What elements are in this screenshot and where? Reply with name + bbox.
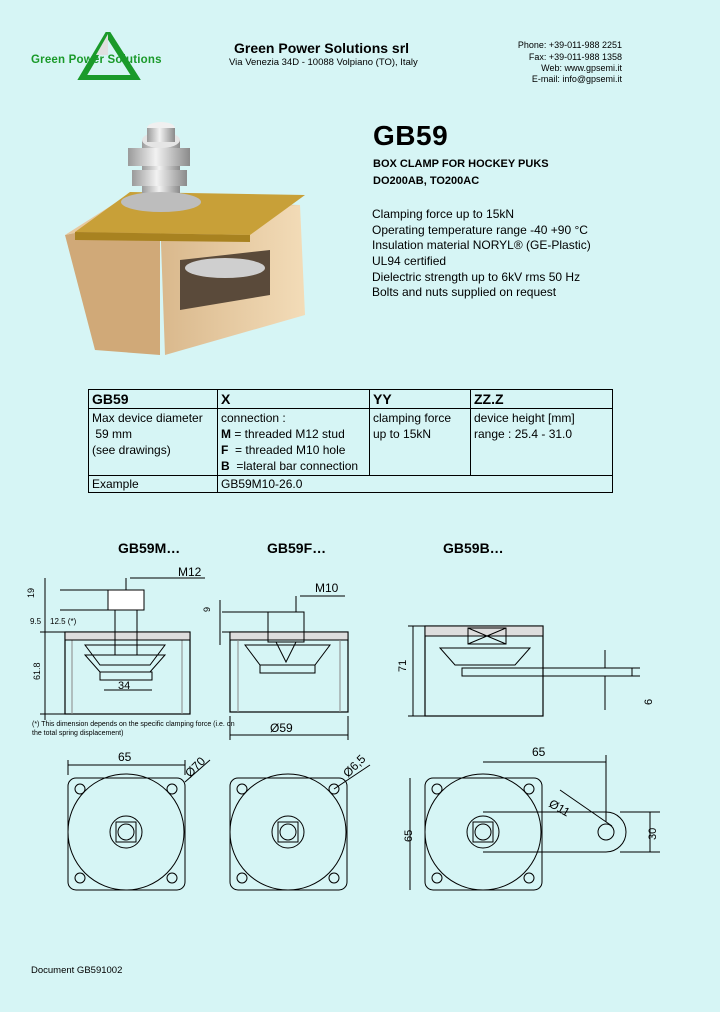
header-x: X: [218, 390, 370, 409]
dim-b-65-horiz: 65: [532, 745, 546, 759]
company-address: Via Venezia 34D - 10088 Volpiano (TO), Italy: [229, 57, 418, 68]
dim-m10: M10: [315, 581, 339, 595]
cell-line: 59 mm: [92, 427, 133, 441]
cell-line: Max device diameter: [92, 411, 203, 425]
drawing-title-f: GB59F…: [267, 540, 327, 556]
drawing-b-side: [408, 626, 640, 716]
dim-9: 9: [202, 606, 212, 612]
header-yy: YY: [370, 390, 471, 409]
contact-web[interactable]: Web: www.gpsemi.it: [541, 63, 622, 73]
dim-d59: Ø59: [270, 721, 293, 735]
drawing-title-b: GB59B…: [443, 540, 504, 556]
dim-d70: Ø70: [182, 754, 209, 781]
logo-text: Green Power Solutions: [31, 54, 162, 66]
dim-61-8: 61.8: [32, 662, 42, 680]
dim-d11: Ø11: [546, 796, 573, 820]
cell-height: [471, 409, 613, 476]
drawing-f-top: [230, 765, 370, 890]
dim-71: 71: [397, 659, 409, 672]
dim-d6-5: Ø6,5: [340, 751, 369, 781]
cell-line: [221, 442, 366, 458]
dim-b-65-vert: 65: [403, 829, 415, 842]
cell-line: (see drawings): [92, 443, 171, 457]
dim-19: 19: [26, 587, 36, 598]
drawing-m-top: [68, 760, 210, 890]
cell-line: clamping force: [373, 411, 452, 425]
product-code: GB59: [373, 120, 449, 151]
product-subtitle-1: BOX CLAMP FOR HOCKEY PUKS: [373, 158, 549, 170]
drawing-b-top: [410, 755, 660, 890]
dim-m-65: 65: [118, 750, 132, 764]
document-number: Document GB591002: [31, 965, 123, 976]
spec-dielectric: Dielectric strength up to 6kV rms 50 Hz: [372, 270, 581, 284]
spec-ul94: UL94 certified: [372, 254, 447, 268]
code-m-desc: = threaded M12 stud: [231, 427, 345, 441]
code-b-desc: =lateral bar connection: [229, 459, 359, 473]
header-zzz: ZZ.Z: [471, 390, 613, 409]
cell-connection: [218, 409, 370, 476]
code-m: M: [221, 427, 231, 441]
header-gb59: GB59: [89, 390, 218, 409]
product-subtitle-2: DO200AB, TO200AC: [373, 175, 480, 187]
dim-12-5: 12.5 (*): [50, 617, 77, 626]
table-row-example: [89, 476, 613, 493]
cell-diameter: [89, 409, 218, 476]
contact-phone: Phone: +39-011-988 2251: [517, 40, 622, 50]
cell-line: device height [mm]: [474, 411, 575, 425]
contact-email[interactable]: E-mail: info@gpsemi.it: [531, 74, 622, 84]
cell-line: [221, 458, 366, 474]
drawing-title-m: GB59M…: [118, 540, 181, 556]
code-f: F: [221, 443, 229, 457]
code-b: B: [221, 459, 230, 473]
dim-34: 34: [118, 680, 131, 692]
table-row: [89, 409, 613, 476]
cell-clamping: [370, 409, 471, 476]
code-f-desc: = threaded M10 hole: [228, 443, 346, 457]
spec-bolts: Bolts and nuts supplied on request: [372, 285, 557, 299]
example-label: Example: [89, 476, 218, 493]
dim-30: 30: [647, 827, 659, 840]
cell-line: connection :: [221, 411, 286, 425]
dimension-note: (*) This dimension depends on the specific clamping force (i.e. on the total spring displacement): [32, 721, 235, 737]
spec-temperature: Operating temperature range -40 +90 °C: [372, 223, 588, 237]
product-photo: [60, 110, 320, 360]
dim-6: 6: [643, 698, 655, 705]
dim-m12: M12: [178, 565, 202, 579]
cell-line: up to 15kN: [373, 427, 432, 441]
drawing-m-side: [40, 578, 205, 720]
cell-line: range : 25.4 - 31.0: [474, 427, 573, 441]
spec-clamping-force: Clamping force up to 15kN: [372, 207, 515, 221]
table-header-row: [89, 390, 613, 409]
company-name: Green Power Solutions srl: [234, 40, 410, 56]
spec-insulation: Insulation material NORYL® (GE-Plastic): [372, 238, 591, 252]
contact-fax: Fax: +39-011-988 1358: [528, 52, 622, 62]
dim-9-5: 9.5: [30, 617, 42, 626]
cell-line: [221, 426, 366, 442]
ordering-code-table: [88, 389, 613, 493]
drawing-f-side: [220, 596, 348, 740]
example-value: GB59M10-26.0: [218, 476, 613, 493]
